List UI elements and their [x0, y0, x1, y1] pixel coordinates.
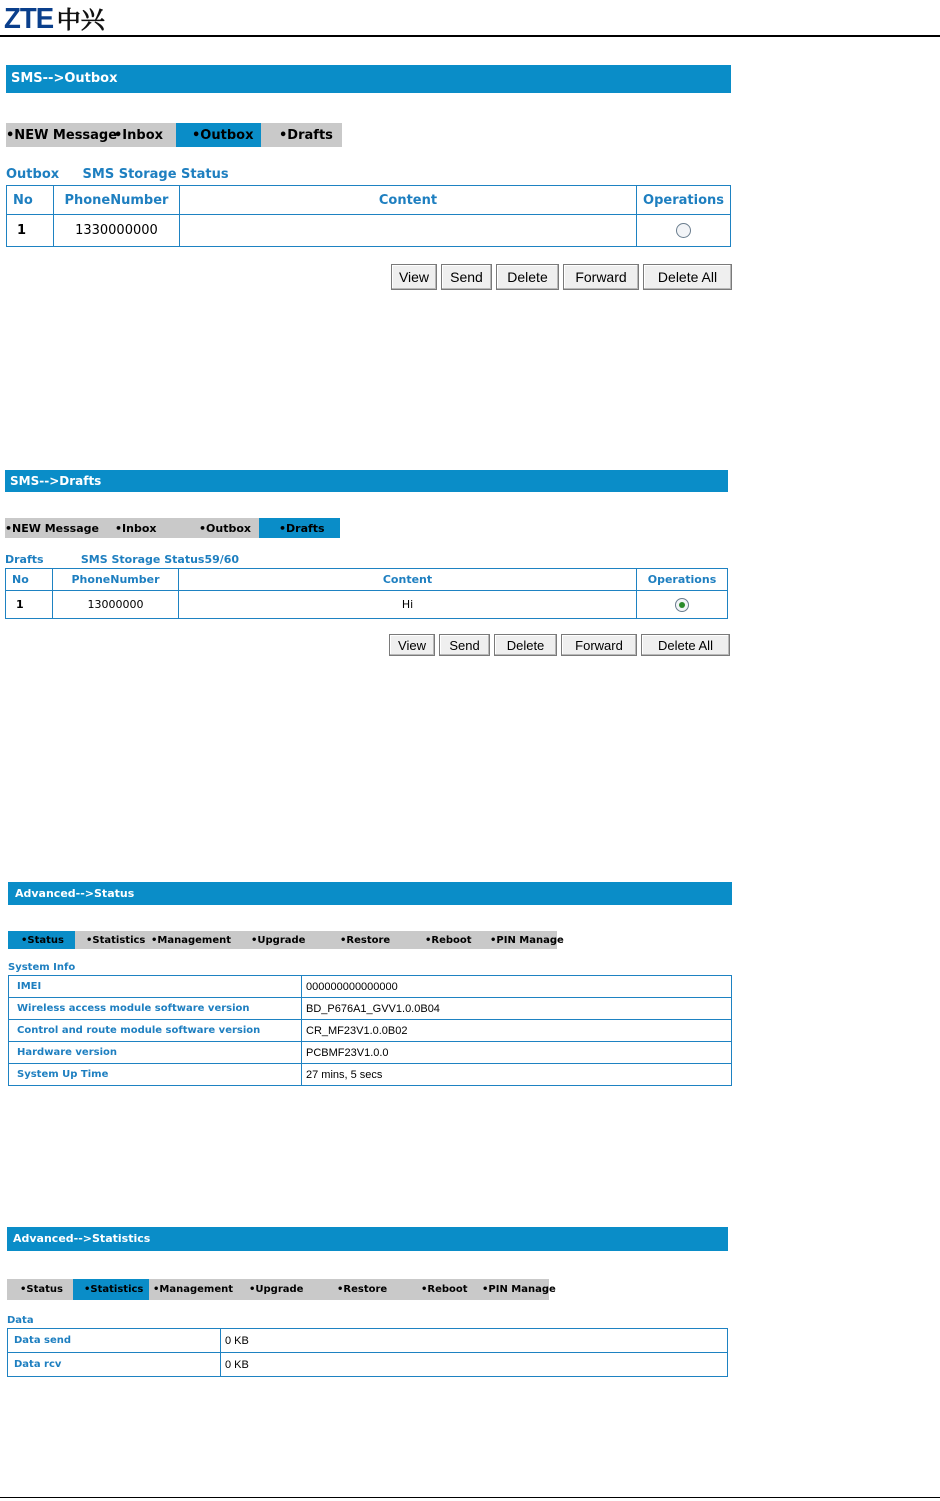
info-value: 27 mins, 5 secs — [302, 1064, 732, 1086]
sms-table — [5, 568, 728, 619]
tab-statistics[interactable]: •Statistics — [73, 1279, 149, 1300]
advanced-tabs — [8, 931, 564, 949]
action-buttons — [389, 634, 730, 656]
page-title: SMS-->Drafts — [5, 470, 728, 492]
page-title: Advanced-->Status — [8, 882, 732, 905]
table-row — [9, 998, 732, 1020]
section-label: Data — [7, 1315, 34, 1326]
table-row — [9, 1042, 732, 1064]
table-row — [8, 1353, 728, 1377]
info-label: Control and route module software version — [9, 1020, 302, 1042]
table-row — [9, 1020, 732, 1042]
info-value: CR_MF23V1.0.0B02 — [302, 1020, 732, 1042]
status-panel — [8, 882, 733, 1092]
select-radio[interactable] — [675, 598, 689, 612]
column-header-operations: Operations — [637, 186, 731, 215]
tab-statistics[interactable]: •Statistics — [86, 934, 146, 946]
footer-rule — [0, 1497, 940, 1498]
advanced-tabs — [7, 1279, 556, 1300]
sub-labels — [5, 553, 239, 566]
tab-restore[interactable]: •Restore — [337, 1284, 388, 1295]
tab-management[interactable]: •Management — [151, 934, 231, 946]
info-label: Wireless access module software version — [9, 998, 302, 1020]
drafts-panel — [5, 470, 730, 660]
send-button[interactable]: Send — [439, 634, 490, 656]
tab-upgrade[interactable]: •Upgrade — [251, 934, 306, 946]
row-operations — [637, 591, 728, 619]
row-phone: 1330000000 — [53, 215, 179, 247]
send-button[interactable]: Send — [441, 264, 492, 290]
tab-drafts[interactable]: •Drafts — [279, 127, 333, 143]
tab-upgrade[interactable]: •Upgrade — [249, 1284, 304, 1295]
view-button[interactable]: View — [391, 264, 437, 290]
tab-outbox[interactable]: •Outbox — [199, 521, 251, 535]
table-row — [9, 976, 732, 998]
tab-outbox[interactable]: •Outbox — [176, 123, 261, 147]
info-value: PCBMF23V1.0.0 — [302, 1042, 732, 1064]
tab-new-message[interactable]: •NEW Message — [5, 521, 99, 535]
info-label: Data rcv — [8, 1353, 221, 1377]
tab-inbox[interactable]: •Inbox — [114, 127, 164, 143]
info-value: 000000000000000 — [302, 976, 732, 998]
tab-pin-manage[interactable]: •PIN Manage — [482, 1284, 556, 1295]
tab-inbox[interactable]: •Inbox — [115, 521, 157, 535]
system-info-table — [8, 975, 732, 1086]
sub-labels — [6, 167, 229, 182]
column-header-no: No — [7, 186, 54, 215]
sub-label-link[interactable]: Outbox — [6, 167, 60, 182]
forward-button[interactable]: Forward — [561, 634, 637, 656]
table-row — [8, 1329, 728, 1353]
info-label: Hardware version — [9, 1042, 302, 1064]
delete-button[interactable]: Delete — [496, 264, 559, 290]
column-header-operations: Operations — [637, 569, 728, 591]
row-no: 1 — [6, 591, 53, 619]
outbox-panel — [6, 65, 732, 295]
view-button[interactable]: View — [389, 634, 435, 656]
info-value: 0 KB — [221, 1329, 728, 1353]
forward-button[interactable]: Forward — [563, 264, 639, 290]
row-operations — [637, 215, 731, 247]
sms-tabs — [6, 123, 342, 147]
info-label: System Up Time — [9, 1064, 302, 1086]
row-content — [179, 215, 636, 247]
sub-label-link[interactable]: Drafts — [5, 553, 44, 566]
page-title: Advanced-->Statistics — [7, 1227, 728, 1251]
delete-button[interactable]: Delete — [494, 634, 557, 656]
info-value: BD_P676A1_GVV1.0.0B04 — [302, 998, 732, 1020]
sms-tabs — [5, 518, 340, 538]
column-header-phone: PhoneNumber — [53, 186, 179, 215]
select-radio[interactable] — [676, 223, 691, 238]
column-header-no: No — [6, 569, 53, 591]
tab-new-message[interactable]: •NEW Message — [6, 127, 118, 143]
zte-logo — [4, 4, 105, 34]
section-label: System Info — [8, 962, 76, 973]
table-row — [6, 591, 728, 619]
row-content: Hi — [179, 591, 637, 619]
column-header-phone: PhoneNumber — [53, 569, 179, 591]
tab-reboot[interactable]: •Reboot — [421, 1284, 468, 1295]
row-no: 1 — [7, 215, 54, 247]
info-label: IMEI — [9, 976, 302, 998]
storage-status-label[interactable]: SMS Storage Status — [82, 167, 229, 182]
info-value: 0 KB — [221, 1353, 728, 1377]
column-header-content: Content — [179, 186, 636, 215]
sms-table — [6, 185, 731, 247]
tab-restore[interactable]: •Restore — [340, 934, 391, 946]
page-title: SMS-->Outbox — [6, 65, 731, 93]
statistics-panel — [7, 1227, 729, 1382]
column-header-content: Content — [179, 569, 637, 591]
logo-latin: ZTE — [4, 3, 54, 35]
tab-status[interactable]: •Status — [8, 931, 75, 949]
logo-chinese: 中兴 — [56, 6, 105, 34]
tab-pin-manage[interactable]: •PIN Manage — [490, 934, 564, 946]
action-buttons — [391, 264, 732, 290]
delete-all-button[interactable]: Delete All — [643, 264, 732, 290]
delete-all-button[interactable]: Delete All — [641, 634, 730, 656]
tab-reboot[interactable]: •Reboot — [425, 934, 472, 946]
row-phone: 13000000 — [53, 591, 179, 619]
tab-drafts[interactable]: •Drafts — [259, 518, 340, 538]
tab-status[interactable]: •Status — [20, 1284, 63, 1295]
info-label: Data send — [8, 1329, 221, 1353]
tab-management[interactable]: •Management — [153, 1284, 233, 1295]
storage-status-label[interactable]: SMS Storage Status59/60 — [80, 553, 240, 566]
table-row — [7, 215, 731, 247]
header-rule — [0, 35, 940, 37]
table-row — [9, 1064, 732, 1086]
data-table — [7, 1328, 728, 1377]
